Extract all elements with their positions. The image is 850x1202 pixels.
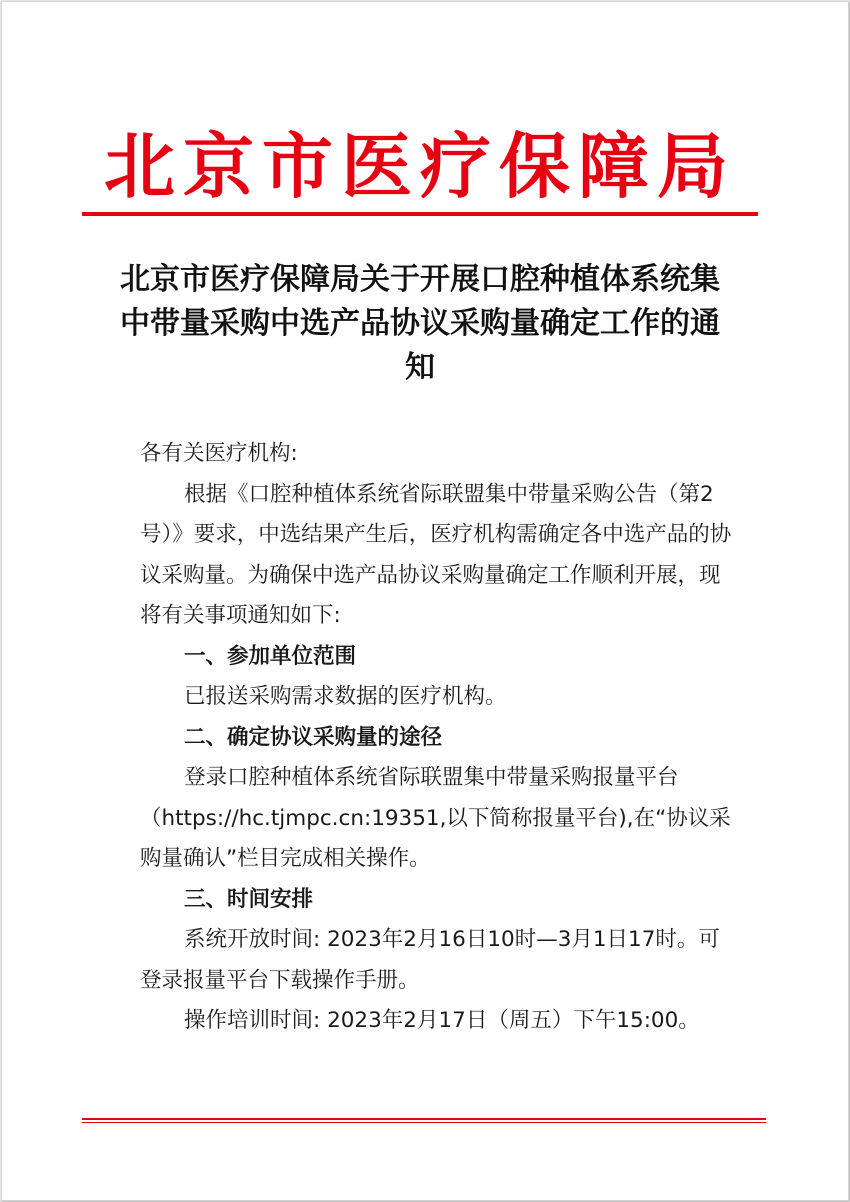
document-page: [1, 1, 849, 1201]
footer-divider: [82, 1118, 766, 1123]
document-body: [140, 434, 734, 1042]
salutation: 各有关医疗机构:: [140, 441, 298, 466]
section-heading-scope: 一、参加单位范围: [184, 643, 357, 669]
section-paragraph-scope: 已报送采购需求数据的医疗机构。: [184, 684, 507, 709]
section-heading-schedule: 三、时间安排: [184, 886, 314, 912]
masthead-title: 北京市医疗保障局: [103, 124, 736, 208]
masthead-divider: [82, 212, 758, 216]
document-title: 北京市医疗保障局关于开展口腔种植体系统集中带量采购中选产品协议采购量确定工作的通知: [120, 262, 720, 385]
intro-paragraph: 根据《口腔种植体系统省际联盟集中带量采购公告（第2号）》要求，中选结果产生后，医疗机构需确定各中选产品的协议采购量。为确保中选产品协议采购量确定工作顺利开展，现将有关事项通知如下:: [140, 481, 732, 628]
section-paragraph-system-time: 系统开放时间: 2023年2月16日10时—3月1日17时。可登录报量平台下载操作手册。: [140, 927, 720, 993]
section-paragraph-method: 登录口腔种植体系统省际联盟集中带量采购报量平台（https://hc.tjmpc.cn:19351,以下简称报量平台),在“协议采购量确认”栏目完成相关操作。: [140, 765, 731, 871]
section-heading-method: 二、确定协议采购量的途径: [184, 724, 443, 750]
section-paragraph-training-time: 操作培训时间: 2023年2月17日（周五）下午15:00。: [184, 1008, 700, 1033]
